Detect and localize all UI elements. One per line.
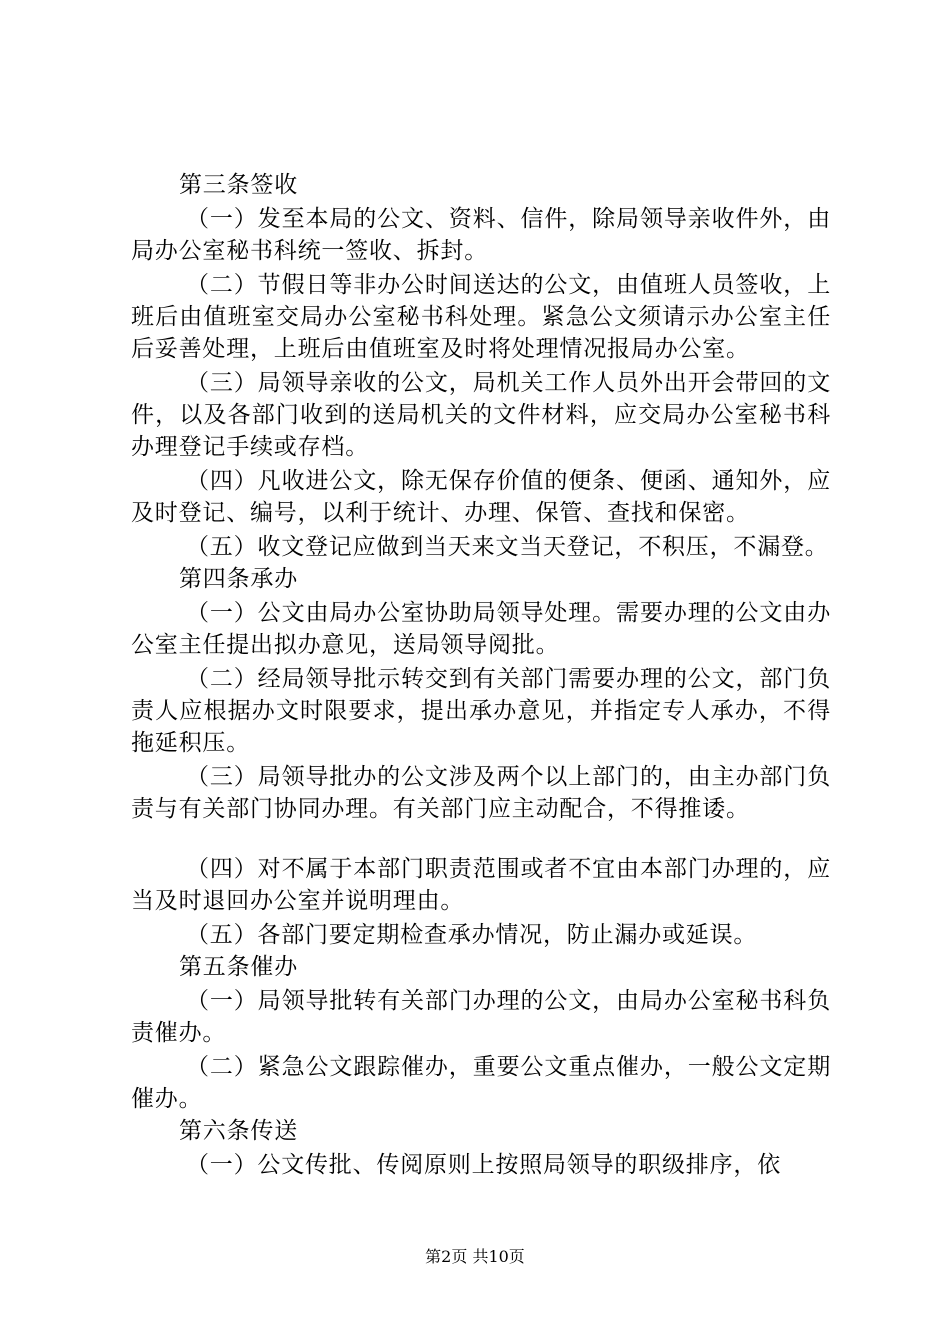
clause-paragraph: （三）局领导亲收的公文，局机关工作人员外出开会带回的文件，以及各部门收到的送局机关的文件材料，应交局办公室秘书科办理登记手续或存档。 (131, 370, 831, 460)
document-body (131, 169, 831, 1181)
section-heading: 第四条承办 (179, 566, 298, 592)
clause-paragraph: （三）局领导批办的公文涉及两个以上部门的，由主办部门负责与有关部门协同办理。有关部门应主动配合，不得推诿。 (131, 764, 831, 822)
clause-paragraph: （一）局领导批转有关部门办理的公文，由局办公室秘书科负责催办。 (131, 988, 831, 1046)
clause-paragraph: （二）紧急公文跟踪催办，重要公文重点催办，一般公文定期催办。 (131, 1054, 831, 1112)
clause-paragraph: （五）各部门要定期检查承办情况，防止漏办或延误。 (186, 922, 758, 948)
clause-paragraph: （四）对不属于本部门职责范围或者不宜由本部门办理的，应当及时退回办公室并说明理由。 (131, 856, 831, 914)
section-heading: 第六条传送 (179, 1118, 298, 1144)
clause-paragraph: （一）公文传批、传阅原则上按照局领导的职级排序，依 (186, 1152, 781, 1178)
clause-paragraph: （二）经局领导批示转交到有关部门需要办理的公文，部门负责人应根据办文时限要求，提出承办意见，并指定专人承办，不得拖延积压。 (131, 666, 831, 756)
clause-paragraph: （一）公文由局办公室协助局领导处理。需要办理的公文由办公室主任提出拟办意见，送局领导阅批。 (131, 600, 831, 658)
section-heading: 第五条催办 (179, 954, 298, 980)
section-heading: 第三条签收 (179, 172, 298, 198)
page-number-footer: 第2页 共10页 (425, 1247, 525, 1266)
clause-paragraph: （四）凡收进公文，除无保存价值的便条、便函、通知外，应及时登记、编号，以利于统计、办理、保管、查找和保密。 (131, 468, 831, 526)
clause-paragraph: （一）发至本局的公文、资料、信件，除局领导亲收件外，由局办公室秘书科统一签收、拆封。 (131, 206, 831, 264)
clause-paragraph: （五）收文登记应做到当天来文当天登记，不积压，不漏登。 (186, 534, 829, 560)
clause-paragraph: （二）节假日等非办公时间送达的公文，由值班人员签收，上班后由值班室交局办公室秘书科处理。紧急公文须请示办公室主任后妥善处理，上班后由值班室及时将处理情况报局办公室。 (131, 272, 831, 362)
paragraph-gap (131, 825, 831, 851)
